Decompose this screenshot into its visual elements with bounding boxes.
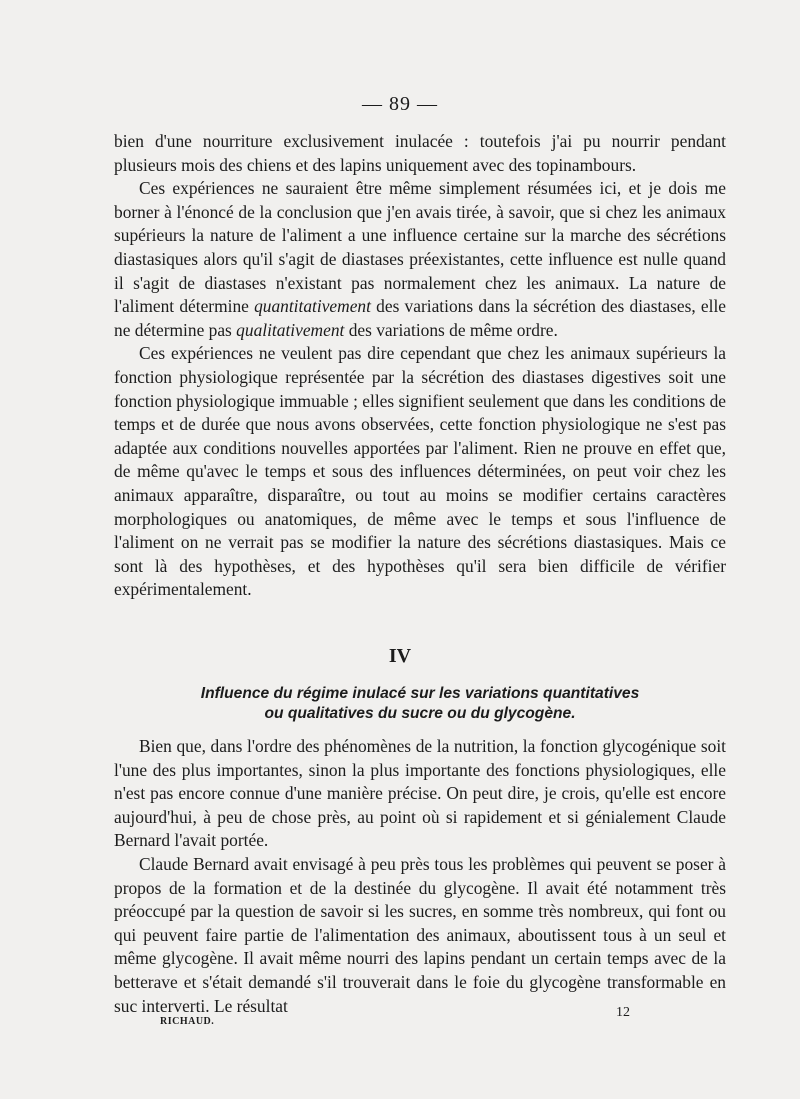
body-text-bottom [114, 735, 726, 1018]
paragraph-2-italic-2: qualitativement [236, 319, 345, 340]
section-title [114, 684, 726, 724]
printer-name: RICHAUD. [160, 1016, 215, 1027]
paragraph-2-italic-1: quantitativement [254, 296, 371, 317]
paragraph-3: Ces expériences ne veulent pas dire cependant que chez les animaux supérieurs la fonction physiologique représentée par la sécrétion des diastases digestives soit une fonction physiologique immuable ; elles signifient seulement que dans les conditions de temps et de durée que nous avons observées, cette fonction physiologique ne s'est pas adaptée aux conditions nouvelles apportées par l'aliment. Rien ne prouve en effet que, de même qu'avec le temps et sous des influences déterminées, on peut voir chez les animaux apparaître, disparaître, ou tout au moins se modifier certains caractères morphologiques ou anatomiques, de même avec le temps et sous l'influence de l'aliment on ne verrait pas se modifier la nature des sécrétions diastasiques. Mais ce sont là des hypothèses, et des hypothèses qu'il sera bien difficile de vérifier expérimentalement. [114, 343, 726, 600]
paragraph-1: bien d'une nourriture exclusivement inulacée : toutefois j'ai pu nourrir pendant plusieurs mois des chiens et des lapins uniquement avec des topinambours. [114, 131, 726, 175]
section-title-line-2: ou qualitatives du sucre ou du glycogène. [264, 705, 576, 722]
body-text-top [114, 130, 726, 602]
paragraph-2-text-a: Ces expériences ne sauraient être même simplement résumées ici, et je dois me borner à l'énoncé de la conclusion que j'en avais tirée, à savoir, que si chez les animaux supérieurs la nature de l'aliment a une influence certaine sur la marche des sécrétions diastasiques alors qu'il s'agit de diastases préexistantes, cette influence est nulle quand il s'agit de diastases n'existant pas normalement chez les animaux. La nature de l'aliment détermine [114, 178, 726, 317]
paragraph-2-text-b: des variations dans la sécrétion des diastases, elle ne détermine pas [114, 296, 726, 340]
section-title-line-1: Influence du régime inulacé sur les variations quantitatives [200, 685, 640, 702]
paragraph-2-text-c: des variations de même ordre. [344, 319, 558, 340]
signature-mark: 12 [616, 1005, 630, 1020]
page-number: — 89 — [362, 93, 438, 115]
paragraph-4: Bien que, dans l'ordre des phénomènes de la nutrition, la fonction glycogénique soit l'une des plus importantes, sinon la plus importante des fonctions physiologiques, elle n'est pas encore connue d'une manière précise. On peut dire, je crois, qu'elle est encore aujourd'hui, à peu de chose près, au point où si rapidement et si génialement Claude Bernard l'avait portée. [114, 736, 726, 851]
paragraph-2 [114, 177, 726, 342]
paragraph-5: Claude Bernard avait envisagé à peu près tous les problèmes qui peuvent se poser à propos de la formation et de la destinée du glycogène. Il avait été notamment très préoccupé par la question de savoir si les sucres, en somme très nombreux, qui font ou qui peuvent faire partie de l'alimentation des animaux, aboutissent tous à un seul et même glycogène. Il avait même nourri des lapins pendant un certain temps avec de la betterave et s'était demandé s'il trouverait dans le foie du glycogène transformable en suc interverti. Le résultat [114, 853, 726, 1016]
section-number: IV [388, 645, 412, 667]
